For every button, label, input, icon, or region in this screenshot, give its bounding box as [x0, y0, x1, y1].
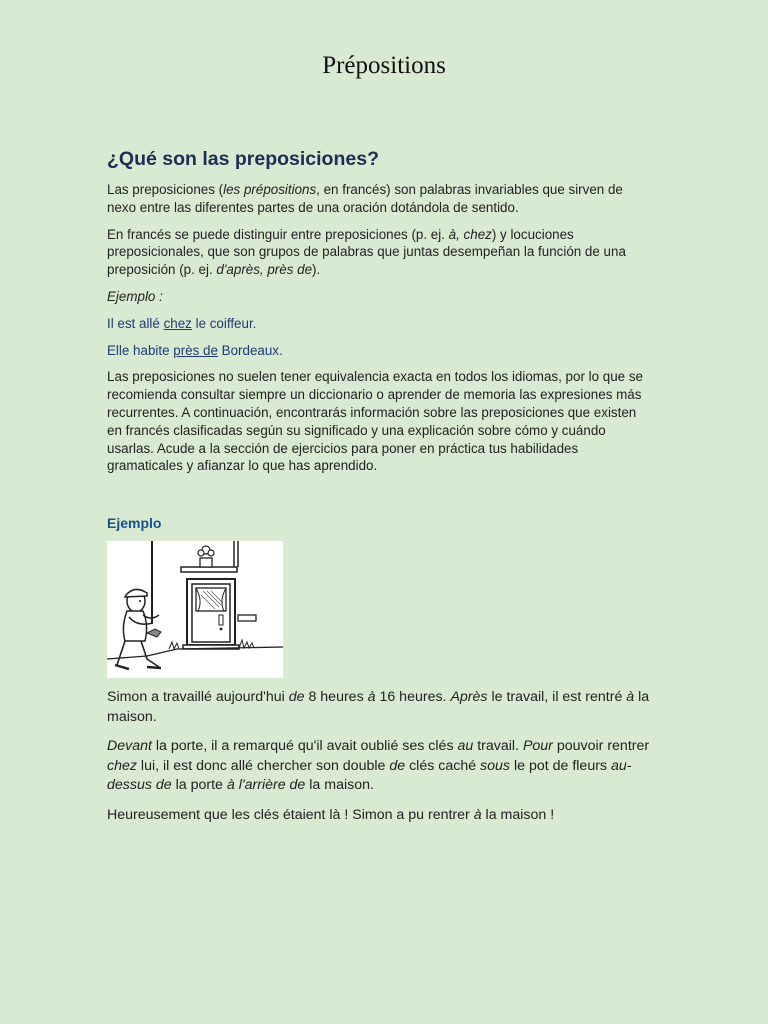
text: travail. — [473, 738, 523, 755]
text: Bordeaux. — [217, 342, 283, 358]
emphasis: au — [457, 738, 474, 755]
example-label — [107, 288, 652, 306]
text: , en francés) son palabras invariables que sirven de nexo entre las diferentes partes de una oración dotándola de sentido. — [107, 182, 623, 215]
distinction-paragraph — [107, 226, 652, 279]
emphasis: à — [473, 806, 482, 823]
emphasis: à, chez — [448, 226, 492, 242]
equivalence-paragraph: Las preposiciones no suelen tener equivalencia exacta en todos los idiomas, por lo que se recomienda consultar siempre un diccionario o aprender de memoria las expresiones más recurrentes. A continuación, encontrarás información sobre las preposiciones que existen en francés clasificadas según su significado y una explicación sobre cómo y cuándo usarlas. Acude a la sección de ejercicios para poner en práctica tus habilidades gramaticales y afianzar lo que has aprendido. — [107, 369, 643, 474]
text: ) y locuciones preposicionales, que son grupos de palabras que juntas desempeñan la función de una preposición (p. ej. — [107, 226, 626, 278]
emphasis: d'après, près de — [216, 262, 313, 278]
text: la porte — [171, 777, 227, 794]
example-sentence-2 — [107, 342, 652, 360]
emphasis: à l'arrière de — [226, 777, 306, 794]
story-sentence-3 — [107, 806, 652, 826]
example-label-text: Ejemplo : — [107, 288, 163, 304]
emphasis: chez — [107, 757, 137, 774]
intro-paragraph — [107, 181, 652, 217]
emphasis: à — [626, 689, 635, 706]
text: la maison. — [305, 777, 374, 794]
section-heading: ¿Qué son las preposiciones? — [107, 148, 379, 170]
text: lui, il est donc allé chercher son double — [136, 757, 390, 774]
example-heading: Ejemplo — [107, 515, 162, 532]
link-chez[interactable]: chez — [163, 315, 192, 331]
story-sentence-2 — [107, 737, 652, 796]
text: Heureusement que les clés étaient là ! Simon a pu rentrer — [107, 806, 474, 823]
emphasis: Après — [450, 689, 488, 706]
emphasis: de — [389, 757, 406, 774]
content — [107, 148, 652, 835]
text: pouvoir rentrer — [552, 738, 650, 755]
text: 8 heures — [304, 689, 368, 706]
text: la maison ! — [481, 806, 555, 823]
text: Simon a travaillé aujourd'hui — [107, 689, 289, 706]
text: le pot de fleurs — [510, 757, 611, 774]
illustration-simon-at-door — [107, 541, 283, 678]
emphasis: Devant — [107, 738, 152, 755]
text: le travail, il est rentré — [487, 689, 627, 706]
text: Las preposiciones ( — [107, 182, 224, 197]
emphasis: à — [367, 689, 376, 706]
emphasis: de — [288, 689, 305, 706]
link-pres-de[interactable]: près de — [173, 342, 218, 358]
emphasis: sous — [480, 757, 511, 774]
text: clés caché — [405, 757, 481, 774]
emphasis: Pour — [522, 738, 553, 755]
example-sentence-1 — [107, 315, 652, 333]
example-story — [107, 688, 652, 825]
text: le coiffeur. — [191, 315, 257, 331]
emphasis: les prépositions — [223, 182, 317, 197]
text: 16 heures. — [375, 689, 451, 706]
text: la porte, il a remarqué qu'il avait oublié ses clés — [151, 738, 458, 755]
document-title: Prépositions — [322, 52, 446, 79]
text: En francés se puede distinguir entre preposiciones (p. ej. — [107, 226, 449, 242]
text: Elle habite — [107, 342, 174, 358]
text: la maison. — [107, 689, 650, 725]
story-sentence-1 — [107, 688, 652, 727]
text: ). — [312, 262, 321, 278]
text: Il est allé — [107, 315, 164, 331]
emphasis: au-dessus de — [107, 757, 632, 794]
